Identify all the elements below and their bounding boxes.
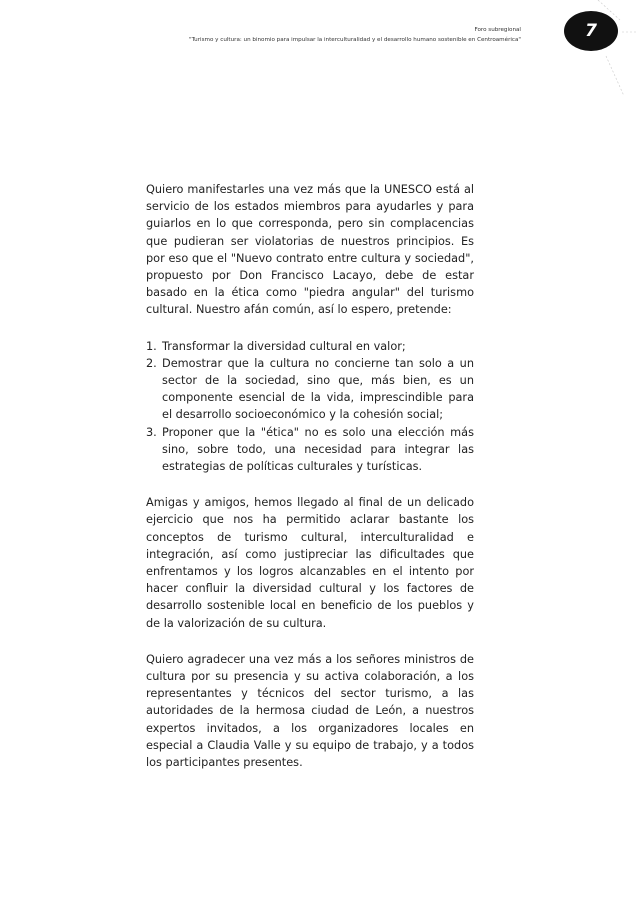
forum-subtitle: "Turismo y cultura: un binomio para impulsar la interculturalidad y el desarrollo humano sostenible en Centroamérica" [189, 37, 521, 43]
numbered-list [146, 338, 474, 476]
paragraph-3: Quiero agradecer una vez más a los señores ministros de cultura por su presencia y su activa colaboración, a los representantes y técnicos del sector turismo, a las autoridades de la hermosa ciudad de León, a nuestros expertos invitados, a los organizadores locales en especial a Claudia Valle y su equipo de trabajo, y a todos los participantes presentes. [146, 652, 474, 770]
page-body [146, 181, 474, 790]
forum-title: Foro subregional [474, 27, 521, 33]
page-header [189, 25, 521, 45]
paragraph-1: Quiero manifestarles una vez más que la UNESCO está al servicio de los estados miembros para ayudarles y para guiarlos en lo que corresponda, pero sin complacencias que pudieran ser violatorias de nuestros principios. Es por eso que el "Nuevo contrato entre cultura y sociedad", propuesto por Don Francisco Lacayo, debe de estar basado en la ética como "piedra angular" del turismo cultural. Nuestro afán común, así lo espero, pretende: [146, 183, 474, 317]
list-number: 1. [146, 339, 157, 353]
list-item [146, 424, 474, 476]
paragraph-2: Amigas y amigos, hemos llegado al final de un delicado ejercicio que nos ha permitido aclarar bastante los conceptos de turismo cultural, interculturalidad e integración, así como justipreciar las dificultades que enfrentamos y los logros alcanzables en el intento por hacer confluir la diversidad cultural y los factores de desarrollo sostenible local en beneficio de los pueblos y de la valorización de su cultura. [146, 496, 474, 630]
list-item-text: Proponer que la "ética" no es solo una elección más sino, sobre todo, una necesidad para integrar las estrategias de políticas culturales y turísticas. [162, 425, 474, 474]
list-item-text: Demostrar que la cultura no concierne tan solo a un sector de la sociedad, sino que, más bien, es un componente esencial de la vida, imprescindible para el desarrollo socioeconómico y la cohesión social; [162, 356, 474, 422]
page-number-badge: 7 [564, 11, 618, 51]
list-item-text: Transformar la diversidad cultural en valor; [162, 339, 406, 353]
list-item [146, 338, 474, 355]
list-number: 3. [146, 425, 157, 439]
list-item [146, 355, 474, 424]
list-number: 2. [146, 356, 157, 370]
